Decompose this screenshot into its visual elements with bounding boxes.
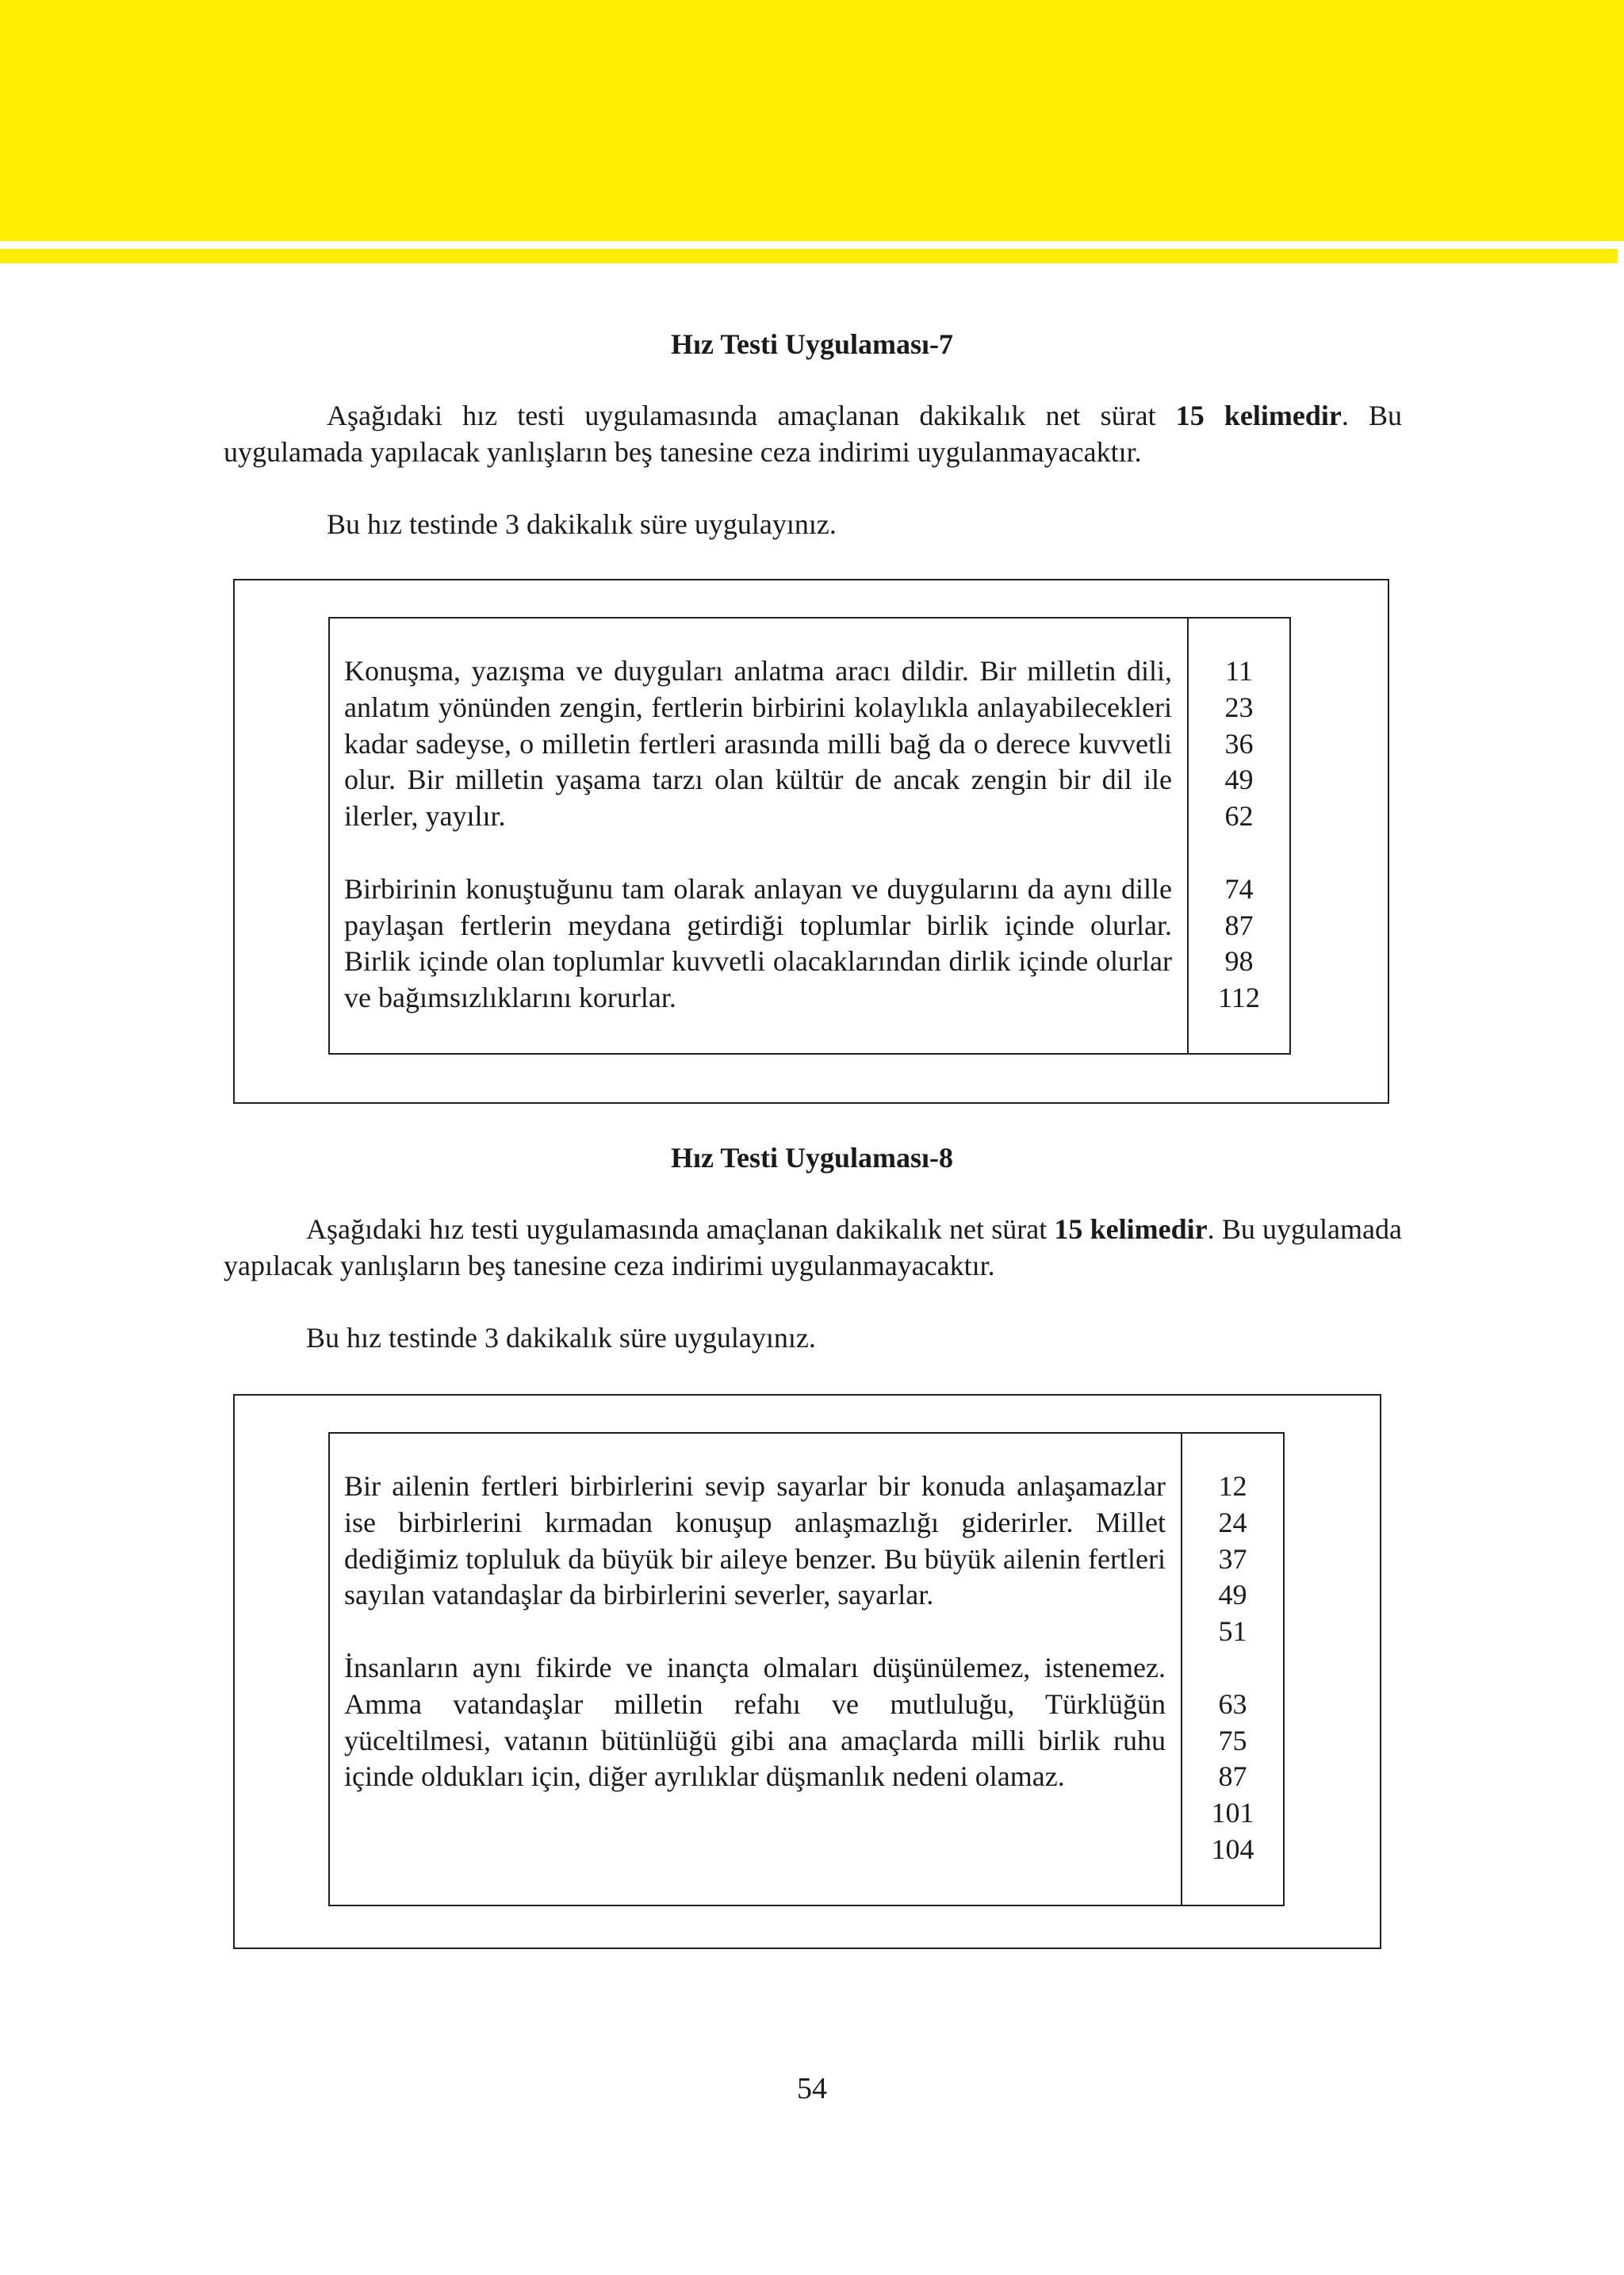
word-count: 37	[1218, 1542, 1247, 1575]
word-count: 101	[1211, 1797, 1254, 1829]
reading-paragraph: Birbirinin konuştuğunu tam olarak anlayan ve duygularını da aynı dille paylaşan fertlerin meydana getirdiği toplumlar birlik içinde olurlar. Birlik içinde olan toplumlar kuvvetli olacaklarından dirlik içinde olurlar ve bağımsızlıklarını korurlar.	[344, 872, 1172, 1014]
word-count: 12	[1218, 1470, 1247, 1502]
word-count: 104	[1211, 1833, 1254, 1865]
word-count: 87	[1224, 909, 1254, 941]
header-line	[0, 249, 1618, 263]
intro-text-end: . Bu uygulamada yapılacak yanlışların beş tanesine ceza indirimi uygulanmayacaktır.	[224, 1213, 1402, 1281]
word-count: 87	[1218, 1760, 1247, 1793]
reading-text-7	[344, 653, 1172, 1017]
word-count: 51	[1218, 1615, 1247, 1648]
duration-note-8: Bu hız testinde 3 dakikalık süre uygulayınız.	[306, 1322, 816, 1354]
reading-paragraph: Bir ailenin fertleri birbirlerini sevip sayarlar bir konuda anlaşamazlar ise birbirlerini kırmadan konuşup anlaşmazlığı giderirler. Millet dediğimiz topluluk da büyük bir aileye benzer. Bu büyük ailenin fertleri sayılan vatandaşlar da birbirlerini severler, sayarlar.	[344, 1470, 1166, 1611]
word-count: 75	[1218, 1724, 1247, 1756]
test-box-7	[233, 579, 1389, 1104]
reading-paragraph: Konuşma, yazışma ve duyguları anlatma aracı dildir. Bir milletin dili, anlatım yönünden zengin, fertlerin birbirini kolaylıkla anlayabilecekleri kadar sadeyse, o milletin fertleri arasında milli bağ da o derece kuvvetli olur. Bir milletin yaşama tarzı olan kültür de ancak zengin bir dil ile ilerler, yayılır.	[344, 655, 1172, 833]
reading-text-8	[344, 1469, 1166, 1795]
intro-bold: 15 kelimedir	[1054, 1213, 1208, 1245]
word-count: 74	[1224, 872, 1254, 905]
word-count: 49	[1224, 764, 1254, 796]
intro-paragraph-8	[224, 1211, 1402, 1284]
word-counts-8	[1182, 1469, 1283, 1868]
intro-bold: 15 kelimedir	[1175, 400, 1342, 431]
test-box-8	[233, 1394, 1381, 1949]
word-count: 36	[1224, 727, 1254, 760]
word-counts-7	[1189, 653, 1289, 1017]
page-number: 54	[797, 2072, 827, 2105]
reading-paragraph: İnsanların aynı fikirde ve inançta olmaları düşünülemez, istenemez. Amma vatandaşlar milletin refahı ve mutluluğu, Türklüğün yüceltilmesi, vatanın bütünlüğü gibi ana amaçlarda milli birlik ruhu içinde oldukları için, diğer ayrılıklar düşmanlık nedeni olamaz.	[344, 1651, 1166, 1793]
intro-text: Aşağıdaki hız testi uygulamasında amaçlanan dakikalık net sürat	[327, 400, 1176, 431]
intro-text: Aşağıdaki hız testi uygulamasında amaçlanan dakikalık net sürat	[306, 1213, 1055, 1245]
word-count: 49	[1218, 1579, 1247, 1611]
word-count: 98	[1224, 945, 1254, 978]
word-count: 24	[1218, 1506, 1247, 1538]
header-band	[0, 0, 1624, 241]
section-title-7: Hız Testi Uygulaması-7	[670, 328, 954, 360]
word-count: 23	[1224, 691, 1254, 723]
intro-paragraph-7	[224, 397, 1402, 470]
word-count: 62	[1224, 800, 1254, 833]
word-count: 63	[1218, 1687, 1247, 1720]
word-count: 11	[1225, 655, 1253, 687]
intro-text-end: . Bu uygulamada yapılacak yanlışların beş tanesine ceza indirimi uygulanmayacaktır.	[224, 400, 1402, 468]
word-count: 112	[1218, 982, 1260, 1014]
duration-note-7: Bu hız testinde 3 dakikalık süre uygulayınız.	[327, 508, 837, 540]
header-gap	[0, 241, 1624, 249]
section-title-8: Hız Testi Uygulaması-8	[670, 1142, 954, 1174]
reading-table-8	[328, 1432, 1285, 1906]
reading-table-7	[328, 617, 1291, 1055]
